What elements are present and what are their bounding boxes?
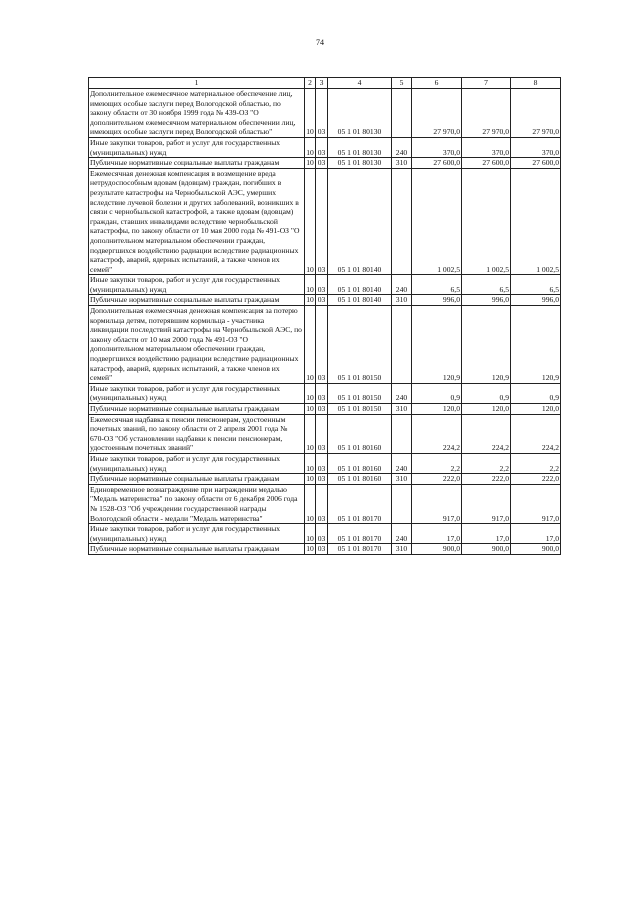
target-article-code: 05 1 01 80140 [328, 168, 392, 275]
amount-year-3: 224,2 [511, 414, 561, 453]
section-code: 10 [305, 137, 316, 157]
section-code: 10 [306, 404, 314, 413]
target-article-code: 05 1 01 80130 [328, 137, 392, 157]
amount-year-1: 917,0 [412, 484, 462, 523]
row-description: Дополнительное ежемесячное материальное обеспечение лиц, имеющих особые заслуги перед Вологодской областью, по закону области от 30 ноября 1999 года № 439-ОЗ "О дополнительном ежемесячном материальном обеспечении лиц, имеющих особые заслуги перед Вологодской областью" [89, 89, 305, 138]
table-row [89, 484, 561, 523]
amount-year-3: 6,5 [511, 275, 561, 295]
amount-year-2: 6,5 [462, 275, 511, 295]
table-body [89, 78, 561, 555]
section-code: 10 [305, 275, 316, 295]
expense-type-code: 310 [392, 544, 412, 555]
subsection-code: 03 [316, 524, 328, 544]
expense-type-code [392, 484, 412, 523]
row-description: Единовременное вознаграждение при награждении медалью "Медаль материнства" по закону области от 6 декабря 2006 года № 1528-ОЗ "Об учреждении государственной награды Вологодской области - медали "Медаль материнства" [89, 484, 305, 523]
amount-year-2: 917,0 [462, 484, 511, 523]
target-article-code: 05 1 01 80150 [328, 383, 392, 403]
section-code: 10 [305, 484, 316, 523]
table-row [89, 275, 561, 295]
amount-year-2: 27 970,0 [462, 89, 511, 138]
expense-type-code [392, 89, 412, 138]
amount-year-3: 27 600,0 [511, 158, 561, 169]
amount-year-2: 370,0 [462, 137, 511, 157]
amount-year-3: 2,2 [511, 453, 561, 473]
section-code: 10 [305, 306, 316, 384]
column-header: 6 [412, 78, 462, 89]
row-description: Публичные нормативные социальные выплаты гражданам [89, 544, 305, 555]
target-article-code: 05 1 01 80140 [328, 295, 392, 306]
amount-year-3: 0,9 [511, 383, 561, 403]
row-description: Дополнительная ежемесячная денежная компенсация за потерю кормильца детям, потерявшим кормильца - участника ликвидации последствий катастрофы на Чернобыльской АЭС, по закону области от 10 мая 2000 года № 491-ОЗ "О дополнительном материальном обеспечении граждан, подвергшихся воздействию радиации вследствие радиационных катастроф, аварий, ядерных испытаний, а также членов их семей" [89, 306, 305, 384]
expense-type-code [392, 414, 412, 453]
row-description: Иные закупки товаров, работ и услуг для государственных (муниципальных) нужд [89, 383, 305, 403]
row-description: Иные закупки товаров, работ и услуг для государственных (муниципальных) нужд [89, 137, 305, 157]
amount-year-2: 222,0 [462, 474, 511, 485]
expense-type-code: 240 [392, 524, 412, 544]
subsection-code: 03 [316, 89, 328, 138]
amount-year-1: 0,9 [412, 383, 462, 403]
page-number: 74 [316, 38, 324, 47]
target-article-code: 05 1 01 80170 [328, 544, 392, 555]
row-description: Публичные нормативные социальные выплаты гражданам [89, 404, 305, 415]
target-article-code: 05 1 01 80140 [328, 275, 392, 295]
table-row [89, 524, 561, 544]
amount-year-1: 6,5 [412, 275, 462, 295]
target-article-code: 05 1 01 80150 [328, 306, 392, 384]
subsection-code: 03 [316, 383, 328, 403]
amount-year-3: 996,0 [511, 295, 561, 306]
amount-year-1: 900,0 [412, 544, 462, 555]
amount-year-3: 17,0 [511, 524, 561, 544]
amount-year-3: 900,0 [511, 544, 561, 555]
column-header: 8 [511, 78, 561, 89]
subsection-code: 03 [316, 137, 328, 157]
table-row [89, 544, 561, 555]
expense-type-code [392, 168, 412, 275]
amount-year-1: 1 002,5 [412, 168, 462, 275]
column-header: 7 [462, 78, 511, 89]
table-row [89, 453, 561, 473]
budget-table [88, 77, 561, 555]
table-row [89, 137, 561, 157]
row-description: Ежемесячная денежная компенсация в возмещение вреда нетрудоспособным вдовам (вдовцам) граждан, погибших в результате катастрофы на Чернобыльской АЭС, умерших вследствие лучевой болезни и других заболеваний, возникших в связи с чернобыльской катастрофой, а также вдовам (вдовцам) граждан, ставших инвалидами вследствие чернобыльской катастрофы, по закону области от 10 мая 2000 года № 491-ОЗ "О дополнительном материальном обеспечении граждан, подвергшихся воздействию радиации вследствие радиационных катастроф, аварий, ядерных испытаний, а также членов их семей" [89, 168, 305, 275]
row-description: Иные закупки товаров, работ и услуг для государственных (муниципальных) нужд [89, 524, 305, 544]
column-header: 4 [328, 78, 392, 89]
amount-year-3: 917,0 [511, 484, 561, 523]
amount-year-1: 27 970,0 [412, 89, 462, 138]
subsection-code: 03 [316, 474, 328, 485]
amount-year-2: 120,9 [462, 306, 511, 384]
expense-type-code: 240 [392, 453, 412, 473]
expense-type-code: 240 [392, 275, 412, 295]
subsection-code: 03 [316, 306, 328, 384]
target-article-code: 05 1 01 80160 [328, 453, 392, 473]
amount-year-2: 996,0 [462, 295, 511, 306]
section-code: 10 [305, 168, 316, 275]
amount-year-1: 370,0 [412, 137, 462, 157]
column-header: 2 [305, 78, 316, 89]
table-row [89, 383, 561, 403]
section-code: 10 [306, 295, 314, 305]
amount-year-2: 120,0 [462, 404, 511, 415]
section-code: 10 [305, 383, 316, 403]
amount-year-1: 996,0 [412, 295, 462, 306]
amount-year-3: 370,0 [511, 137, 561, 157]
subsection-code: 03 [316, 484, 328, 523]
row-description: Иные закупки товаров, работ и услуг для государственных (муниципальных) нужд [89, 275, 305, 295]
subsection-code: 03 [316, 453, 328, 473]
target-article-code: 05 1 01 80170 [328, 524, 392, 544]
amount-year-2: 27 600,0 [462, 158, 511, 169]
column-header: 1 [89, 78, 305, 89]
amount-year-3: 1 002,5 [511, 168, 561, 275]
target-article-code: 05 1 01 80160 [328, 414, 392, 453]
table-row [89, 414, 561, 453]
table-row [89, 404, 561, 415]
amount-year-2: 224,2 [462, 414, 511, 453]
table-row [89, 306, 561, 384]
row-description: Публичные нормативные социальные выплаты гражданам [89, 474, 305, 485]
target-article-code: 05 1 01 80150 [328, 404, 392, 415]
section-code: 10 [306, 544, 314, 554]
subsection-code: 03 [316, 544, 328, 555]
table-row [89, 474, 561, 485]
amount-year-3: 120,0 [511, 404, 561, 415]
section-code: 10 [305, 89, 316, 138]
subsection-code: 03 [316, 295, 328, 306]
amount-year-1: 222,0 [412, 474, 462, 485]
amount-year-3: 27 970,0 [511, 89, 561, 138]
expense-type-code: 310 [392, 158, 412, 169]
column-number-row [89, 78, 561, 89]
amount-year-2: 0,9 [462, 383, 511, 403]
amount-year-2: 1 002,5 [462, 168, 511, 275]
target-article-code: 05 1 01 80130 [328, 89, 392, 138]
subsection-code: 03 [316, 275, 328, 295]
amount-year-1: 120,9 [412, 306, 462, 384]
section-code: 10 [306, 474, 314, 484]
row-description: Иные закупки товаров, работ и услуг для государственных (муниципальных) нужд [89, 453, 305, 473]
amount-year-1: 27 600,0 [412, 158, 462, 169]
column-header: 3 [316, 78, 328, 89]
column-header: 5 [392, 78, 412, 89]
expense-type-code: 310 [392, 295, 412, 306]
expense-type-code: 240 [392, 383, 412, 403]
subsection-code: 03 [316, 168, 328, 275]
section-code: 10 [305, 524, 316, 544]
target-article-code: 05 1 01 80160 [328, 474, 392, 485]
row-description: Публичные нормативные социальные выплаты гражданам [89, 295, 305, 306]
amount-year-3: 120,9 [511, 306, 561, 384]
amount-year-2: 17,0 [462, 524, 511, 544]
table-row [89, 89, 561, 138]
section-code: 10 [305, 414, 316, 453]
subsection-code: 03 [316, 404, 328, 415]
amount-year-1: 2,2 [412, 453, 462, 473]
expense-type-code: 240 [392, 137, 412, 157]
amount-year-1: 224,2 [412, 414, 462, 453]
subsection-code: 03 [316, 414, 328, 453]
table-row [89, 295, 561, 306]
row-description: Публичные нормативные социальные выплаты гражданам [89, 158, 305, 169]
amount-year-2: 2,2 [462, 453, 511, 473]
section-code: 10 [305, 453, 316, 473]
target-article-code: 05 1 01 80130 [328, 158, 392, 169]
table-row [89, 168, 561, 275]
amount-year-1: 120,0 [412, 404, 462, 415]
subsection-code: 03 [316, 158, 328, 169]
row-description: Ежемесячная надбавка к пенсии пенсионерам, удостоенным почетных званий, по закону области от 2 апреля 2001 года № 670-ОЗ "Об установлении надбавки к пенсии пенсионерам, удостоенным почетных званий" [89, 414, 305, 453]
expense-type-code: 310 [392, 404, 412, 415]
expense-type-code: 310 [392, 474, 412, 485]
amount-year-2: 900,0 [462, 544, 511, 555]
amount-year-1: 17,0 [412, 524, 462, 544]
section-code: 10 [306, 158, 314, 168]
amount-year-3: 222,0 [511, 474, 561, 485]
table-row [89, 158, 561, 169]
expense-type-code [392, 306, 412, 384]
target-article-code: 05 1 01 80170 [328, 484, 392, 523]
